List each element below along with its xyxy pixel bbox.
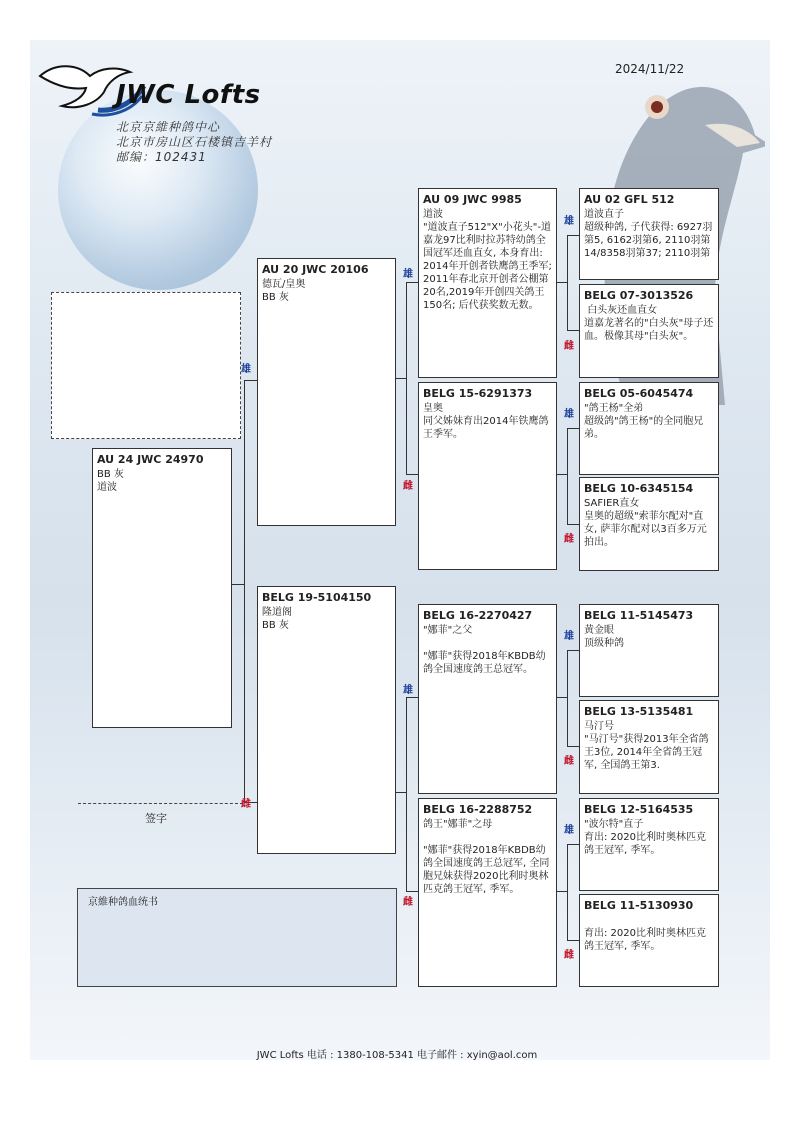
contact-info [116,120,272,165]
photo-placeholder[interactable] [51,292,241,439]
ddd-card[interactable] [579,894,719,987]
dam-tag: 雌 [564,950,574,961]
sire-tag: 雄 [564,409,574,420]
dam-tag: 雌 [564,341,574,352]
connector [557,474,567,475]
pigeon-card[interactable] [92,448,232,728]
ring-number: BELG 16-2270427 [423,609,533,622]
dsd-card[interactable] [579,700,719,794]
brand-name: JWC Lofts [116,80,261,110]
connector [406,697,407,891]
ring-number: BELG 10-6345154 [584,482,694,495]
sire-tag: 雄 [241,364,251,375]
connector [557,891,567,892]
print-date: 2024/11/22 [615,62,685,76]
connector [406,697,418,698]
sire-dam-card[interactable] [418,382,557,570]
sdd-card[interactable] [579,477,719,571]
footer-contact: JWC Lofts 电话 : 1380-108-5341 电子邮件 : xyin@aol.com [256,1050,538,1061]
ring-number: BELG 13-5135481 [584,705,694,718]
ring-number: AU 24 JWC 24970 [97,453,204,466]
pigeon-details: BB 灰 道波 [97,469,124,493]
dam-tag: 雌 [403,897,413,908]
pigeon-details: 隆道阁 BB 灰 [262,607,292,631]
pigeon-details: "波尔特"直子 育出: 2020比利时奥林匹克鸽王冠军, 季军。 [584,819,706,856]
connector [396,792,406,793]
pigeon-details: 马汀号 "马汀号"获得2013年全省鸽王3位, 2014年全省鸽王冠军, 全国鸽王第3. [584,721,709,771]
dam-tag: 雌 [241,799,251,810]
ring-number: BELG 12-5164535 [584,803,694,816]
signature-line[interactable] [78,803,243,804]
connector [232,584,244,585]
ring-number: BELG 07-3013526 [584,289,694,302]
dam-tag: 雌 [403,481,413,492]
sire-tag: 雄 [564,631,574,642]
address: 北京市房山区石楼镇吉羊村 [116,135,273,149]
connector [567,428,568,524]
pigeon-details: SAFIER直女 皇奥的超级"索菲尔配对"直女, 萨菲尔配对以3百多万元拍出。 [584,498,707,548]
pigeon-details: "娜菲"之父 "娜菲"获得2018年KBDB幼鸽全国速度鸽王总冠军。 [423,625,546,675]
connector [244,380,245,802]
pigeon-details: 白头灰还血直女 道嘉龙著名的"白头灰"母子还血。极像其母"白头灰"。 [584,305,714,342]
postcode: 邮编：102431 [116,150,207,164]
connector [406,282,407,474]
sds-card[interactable] [579,382,719,475]
connector [406,891,418,892]
ring-number: BELG 16-2288752 [423,803,533,816]
ring-number: AU 02 GFL 512 [584,193,675,206]
ring-number: BELG 11-5145473 [584,609,694,622]
signature-label: 签字 [145,812,167,825]
center-name: 北京京維种鸽中心 [116,120,221,134]
sss-card[interactable] [579,188,719,280]
sire-tag: 雄 [564,216,574,227]
sire-tag: 雄 [564,825,574,836]
ring-number: BELG 19-5104150 [262,591,372,604]
pigeon-details: 鸽王"娜菲"之母 "娜菲"获得2018年KBDB幼鸽全国速度鸽王总冠军, 全同胞兄妹获得2020比利时奥林匹克鸽王冠军, 季军。 [423,819,550,895]
connector [557,697,567,698]
dam-card[interactable] [257,586,396,854]
ring-number: AU 09 JWC 9985 [423,193,522,206]
dam-dam-card[interactable] [418,798,557,987]
ring-number: AU 20 JWC 20106 [262,263,369,276]
connector [567,650,568,746]
ring-number: BELG 05-6045474 [584,387,694,400]
ssd-card[interactable] [579,284,719,378]
dam-sire-card[interactable] [418,604,557,794]
connector [567,844,568,940]
pigeon-details: 道波 "道波直子512"X"小花头"-道嘉龙97比利时拉苏特幼鸽全国冠军还血直女, 本身育出: 2014年开创者铁鹰鸽王季军; 2011年春北京开创者公棚第20名,2019年开创四关鸽王150名; 后代获奖数无数。 [423,209,552,311]
connector [244,380,257,381]
pigeon-details: 皇奥 同父姊妹育出2014年铁鹰鸽王季军。 [423,403,549,440]
sire-tag: 雄 [403,269,413,280]
pigeon-details: 育出: 2020比利时奥林匹克鸽王冠军, 季军。 [584,928,706,952]
dds-card[interactable] [579,798,719,891]
pigeon-details: "鸽王杨"全弟 超级鸽"鸽王杨"的全同胞兄弟。 [584,403,704,440]
pigeon-details: 德瓦/皇奥 BB 灰 [262,279,306,303]
connector [396,378,406,379]
connector [406,474,418,475]
sire-sire-card[interactable] [418,188,557,378]
dam-tag: 雌 [564,534,574,545]
connector [557,282,567,283]
connector [567,235,568,330]
connector [406,282,418,283]
ring-number: BELG 11-5130930 [584,899,694,912]
ring-number: BELG 15-6291373 [423,387,533,400]
dam-tag: 雌 [564,756,574,767]
pigeon-details: 道波直子 超级种鸽, 子代获得: 6927羽第5, 6162羽第6, 2110羽第14/8358羽第37; 2110羽第 [584,209,713,259]
sire-card[interactable] [257,258,396,526]
sire-tag: 雄 [403,685,413,696]
certificate-box [77,888,397,987]
dss-card[interactable] [579,604,719,697]
certificate-title: 京維种鸽血统书 [88,897,158,908]
pigeon-details: 黄金眼 顶级种鸽 [584,625,624,649]
